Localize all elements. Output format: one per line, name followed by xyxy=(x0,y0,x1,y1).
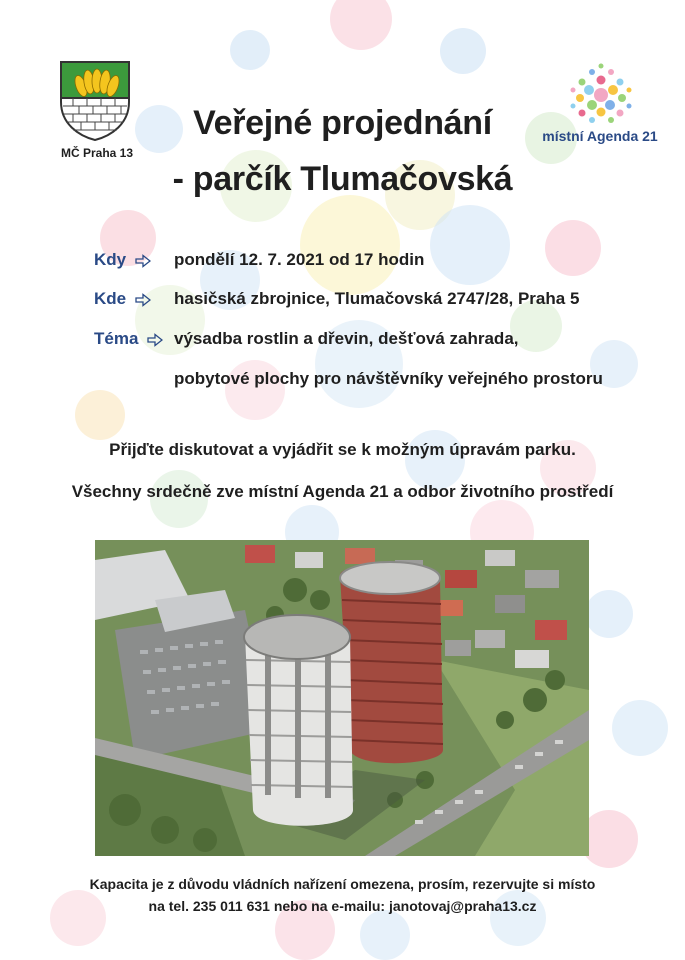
crest-caption: MČ Praha 13 xyxy=(60,146,134,160)
detail-label-where-text: Kde xyxy=(94,289,127,308)
detail-label-topic xyxy=(94,329,163,349)
detail-label-where xyxy=(94,289,151,309)
agenda21-caption: místní Agenda 21 xyxy=(542,128,658,144)
detail-label-when-text: Kdy xyxy=(94,250,127,269)
detail-label-topic-text: Téma xyxy=(94,329,139,348)
detail-value-topic: výsadba rostlin a dřevin, dešťová zahrada, xyxy=(174,329,519,348)
detail-value-topic-2: pobytové plochy pro návštěvníky veřejného prostoru xyxy=(174,369,603,388)
arrow-right-icon xyxy=(135,254,151,268)
arrow-right-icon xyxy=(135,293,151,307)
detail-value-where: hasičská zbrojnice, Tlumačovská 2747/28, Praha 5 xyxy=(174,289,580,308)
arrow-right-icon xyxy=(147,333,163,347)
footer-line-2: na tel. 235 011 631 nebo na e-mailu: janotovaj@praha13.cz xyxy=(148,898,537,914)
aerial-photo-illustration xyxy=(95,540,589,856)
aerial-photo xyxy=(95,540,589,856)
title-line-1: Veřejné projednání xyxy=(193,104,492,142)
footer-line-1: Kapacita je z důvodu vládních nařízení omezena, prosím, rezervujte si místo xyxy=(89,876,596,892)
detail-label-when xyxy=(94,250,151,270)
invite-line-2: Všechny srdečně zve místní Agenda 21 a odbor životního prostředí xyxy=(71,482,614,501)
title-line-2: - parčík Tlumačovská xyxy=(172,160,513,198)
detail-value-when: pondělí 12. 7. 2021 od 17 hodin xyxy=(174,250,425,269)
invite-line-1: Přijďte diskutovat a vyjádřit se k možným úpravám parku. xyxy=(109,440,576,459)
